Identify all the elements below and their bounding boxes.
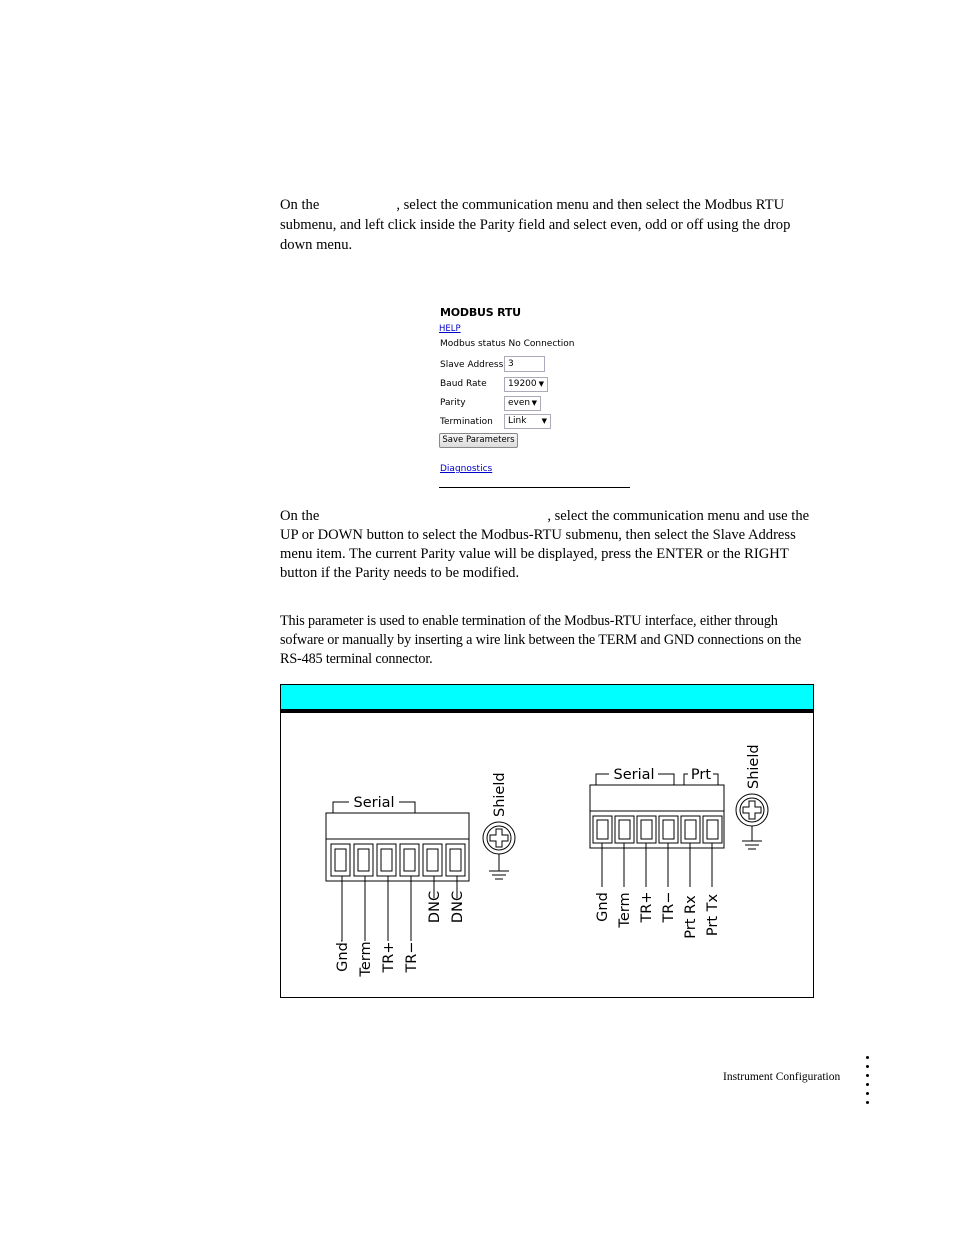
status-label: Modbus status <box>440 339 506 349</box>
page-footer: Instrument Configuration <box>723 1071 841 1083</box>
parity-select[interactable] <box>504 396 541 411</box>
pin-label: Term <box>358 941 374 977</box>
front-panel-rest: , select the communication menu and use the UP or DOWN button to select the Modbus-RTU submenu, then select the Slave Address menu item. The current Parity value will be displayed, press the ENTER or the RIGHT button if the Parity needs to be modified. <box>280 508 810 581</box>
pin-label: DNC <box>427 890 443 924</box>
modbus-status <box>440 339 575 349</box>
left-serial-label: Serial <box>353 795 395 811</box>
baud-rate-select[interactable] <box>504 377 548 392</box>
baud-rate-value: 19200 <box>508 379 537 389</box>
connector-diagrams <box>281 713 813 995</box>
right-pin-labels <box>595 891 721 938</box>
pin-label: Gnd <box>595 892 611 922</box>
left-connector <box>326 795 515 941</box>
parity-value: even <box>508 398 531 408</box>
pin-label: Prt Rx <box>683 895 699 939</box>
termination-label: Termination <box>440 417 493 427</box>
diagnostics-link[interactable]: Diagnostics <box>440 464 493 474</box>
left-pin-labels <box>335 891 466 978</box>
baud-rate-label: Baud Rate <box>440 379 487 389</box>
front-panel-lead: On the <box>280 508 320 524</box>
margin-dots <box>865 1056 871 1110</box>
save-parameters-button[interactable]: Save Parameters <box>439 433 518 448</box>
figure-caption-bar <box>281 685 813 709</box>
pin-label: TR+ <box>381 941 397 973</box>
termination-select[interactable] <box>504 414 551 429</box>
front-panel-paragraph <box>280 507 812 583</box>
pin-label: Gnd <box>335 942 351 972</box>
status-value: No Connection <box>508 339 575 349</box>
slave-address-input[interactable]: 3 <box>504 356 545 372</box>
termination-paragraph: This parameter is used to enable termination of the Modbus-RTU interface, either through sofware or manually by inserting a wire link between the TERM and GND connections on the RS-485 terminal connector. <box>280 613 802 667</box>
chevron-down-icon: ▼ <box>541 417 547 425</box>
pin-label: TR+ <box>639 891 655 923</box>
right-shield-label: Shield <box>746 744 762 789</box>
left-shield-label: Shield <box>492 772 508 817</box>
divider <box>439 487 630 488</box>
parity-label: Parity <box>440 398 466 408</box>
right-prt-label: Prt <box>690 767 712 783</box>
pin-label: TR− <box>404 941 420 973</box>
chevron-down-icon: ▼ <box>531 399 537 407</box>
figure-box <box>280 684 814 998</box>
termination-value: Link <box>508 416 527 426</box>
intro-paragraph <box>280 195 812 255</box>
right-terminals <box>593 816 722 843</box>
pin-label: Term <box>617 892 633 928</box>
intro-rest: , select the communication menu and then select the Modbus RTU submenu, and left click inside the Parity field and select even, odd or off using the drop down menu. <box>280 197 791 253</box>
left-terminals <box>331 844 465 876</box>
pin-label: Prt Tx <box>705 893 721 937</box>
panel-title: MODBUS RTU <box>440 306 521 319</box>
intro-lead: On the <box>280 197 320 213</box>
chevron-down-icon: ▼ <box>538 380 544 388</box>
pin-label: DNC <box>450 890 466 924</box>
slave-address-label: Slave Address <box>440 360 504 370</box>
right-serial-label: Serial <box>613 767 655 783</box>
pin-label: TR− <box>661 891 677 923</box>
right-connector <box>590 767 768 887</box>
help-link[interactable]: HELP <box>439 324 461 334</box>
